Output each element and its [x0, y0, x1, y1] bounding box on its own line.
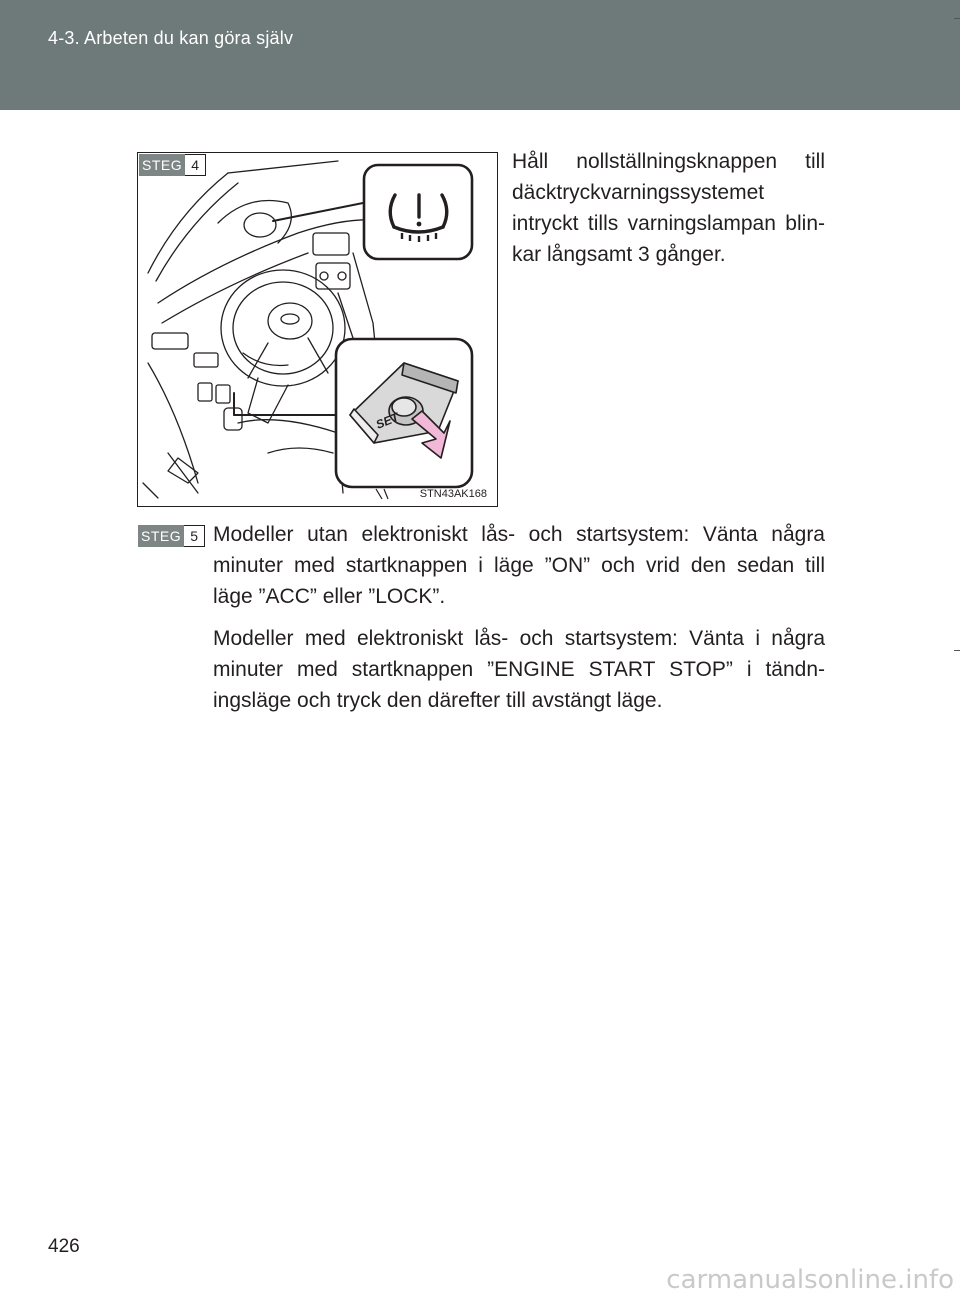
- watermark: carmanualsonline.info: [666, 1265, 954, 1295]
- step-badge-word: STEG: [138, 525, 184, 547]
- step-5-badge: [138, 525, 205, 547]
- step-5-paragraph-2: [213, 623, 825, 716]
- paragraph-line: minuter med startknappen ”ENGINE START STOP” i tändn-: [213, 658, 825, 681]
- step-4-line: Håll nollställningsknappen till: [512, 150, 825, 173]
- figure-code: STN43AK168: [419, 488, 487, 500]
- dashboard-drawing: [138, 153, 498, 507]
- illustration-dashboard: [137, 152, 498, 507]
- trim-mark: [954, 18, 960, 19]
- step-4-instruction: [512, 146, 825, 270]
- trim-mark: [954, 650, 960, 651]
- section-title: 4-3. Arbeten du kan göra själv: [48, 28, 294, 48]
- paragraph-line: läge ”ACC” eller ”LOCK”.: [213, 585, 446, 608]
- step-4-line: intryckt tills varningslampan blin-: [512, 212, 825, 235]
- paragraph-line: Modeller med elektroniskt lås- och startsystem: Vänta i några: [213, 627, 825, 650]
- paragraph-line: Modeller utan elektroniskt lås- och startsystem: Vänta några: [213, 523, 825, 546]
- step-badge-number: 4: [185, 154, 206, 176]
- step-4-badge: [139, 154, 206, 176]
- set-button-label: SET: [373, 410, 401, 432]
- step-4-line: däcktryckvarningssystemet: [512, 181, 765, 204]
- page-number: 426: [48, 1236, 80, 1257]
- step-badge-word: STEG: [139, 154, 185, 176]
- paragraph-line: ingsläge och tryck den därefter till avstängt läge.: [213, 689, 663, 712]
- paragraph-line: minuter med startknappen i läge ”ON” och vrid den sedan till: [213, 554, 825, 577]
- header-band: [0, 0, 960, 110]
- step-4-line: kar långsamt 3 gånger.: [512, 243, 726, 266]
- step-5-paragraph-1: [213, 519, 825, 612]
- step-badge-number: 5: [184, 525, 205, 547]
